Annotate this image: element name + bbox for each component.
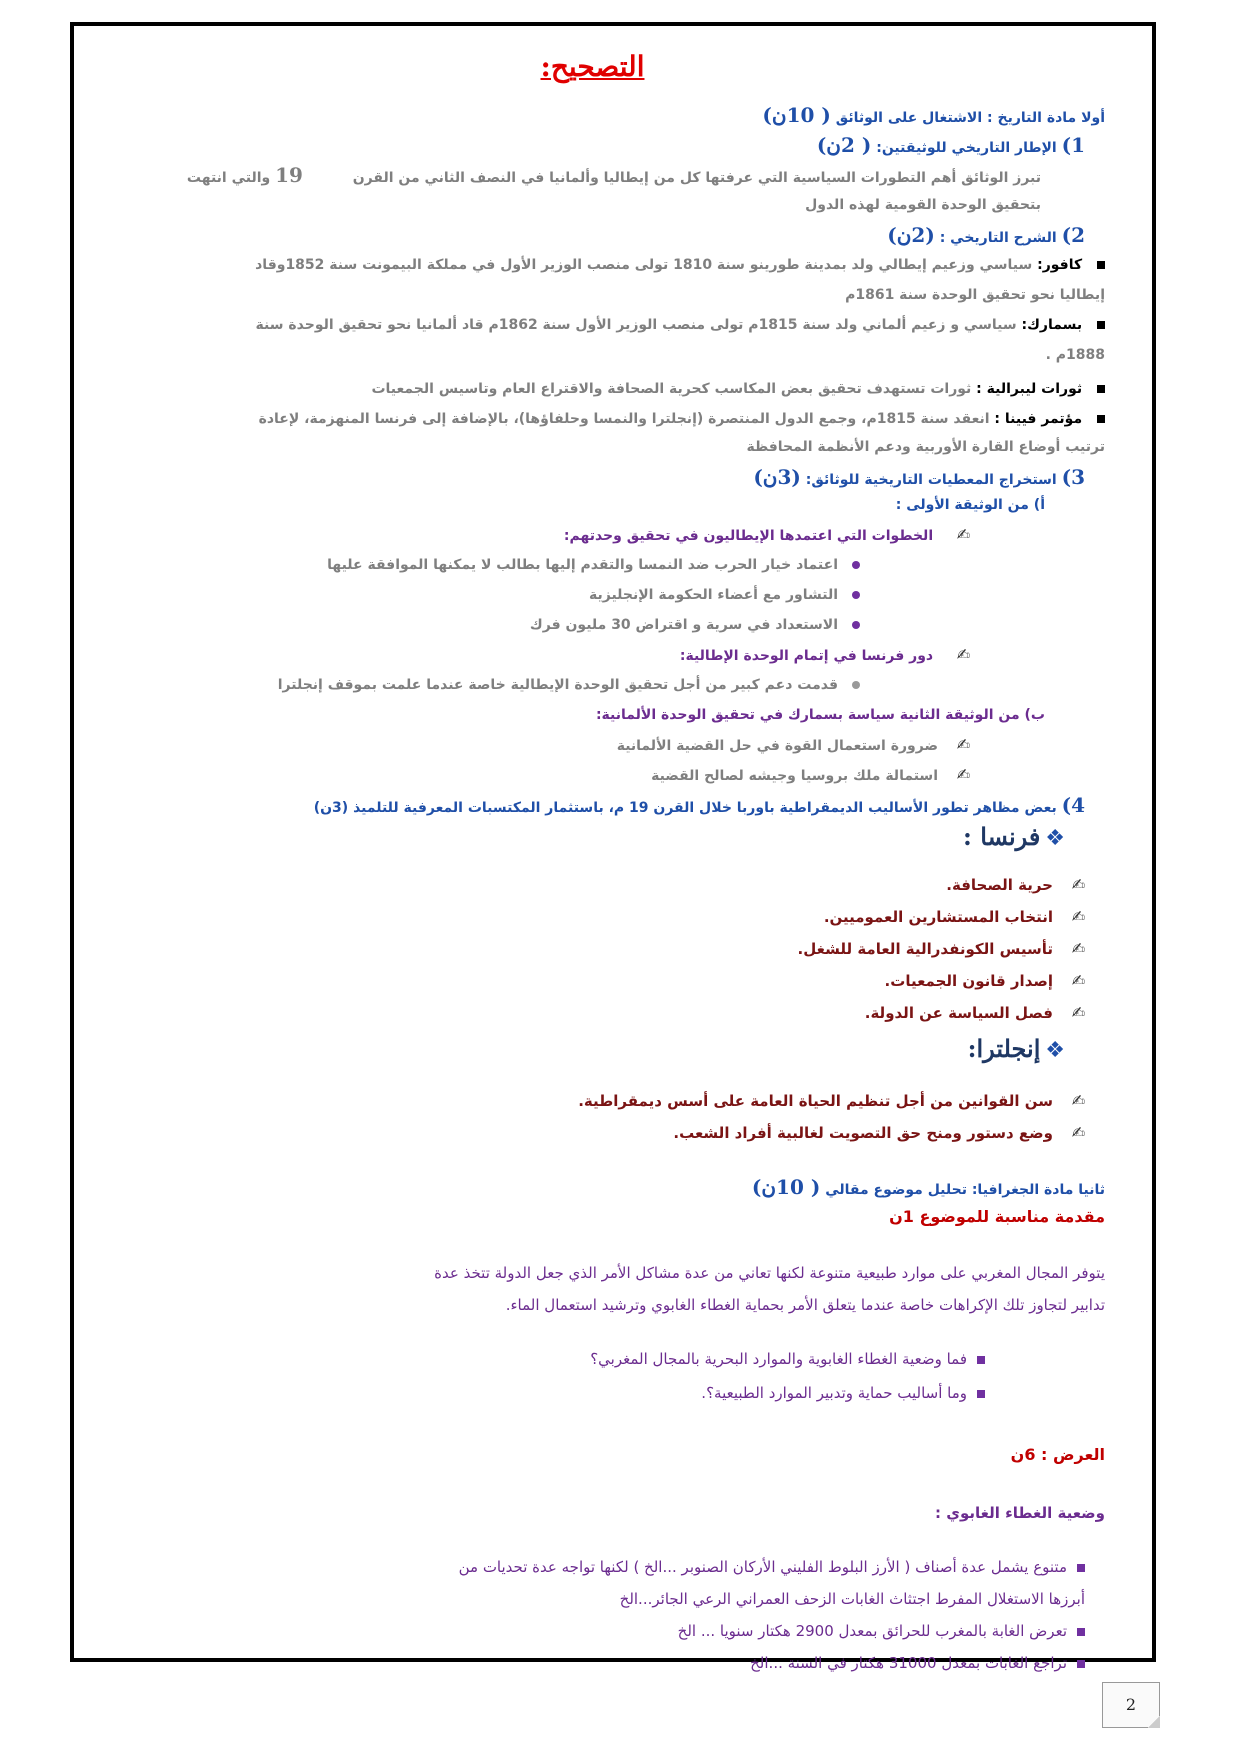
doc1-label: أ) من الوثيقة الأولى : xyxy=(895,497,1045,513)
step-text: الاستعداد في سرية و اقتراض 30 مليون فرك xyxy=(529,617,838,633)
q1-text-line2: بتحقيق الوحدة القومية لهذه الدول xyxy=(805,197,1041,213)
square-bullet-icon xyxy=(977,1390,985,1398)
q1-heading xyxy=(817,130,1085,163)
france-item-text: تأسيس الكونفدرالية العامة للشغل. xyxy=(797,940,1053,958)
q4-num: 4) xyxy=(1061,793,1085,817)
history-heading-points: ( 10ن) xyxy=(762,103,831,127)
france-role-text: قدمت دعم كبير من أجل تحقيق الوحدة الإيطالية خاصة عندما علمت بموقف إنجلترا xyxy=(277,677,838,693)
england-item xyxy=(673,1118,1085,1148)
square-bullet-icon xyxy=(1097,385,1105,393)
france-item-text: إصدار قانون الجمعيات. xyxy=(884,972,1053,990)
writing-hand-icon: ✍ xyxy=(956,525,970,544)
intro-question-text: وما أساليب حماية وتدبير الموارد الطبيعية؟. xyxy=(701,1384,967,1402)
step-item xyxy=(530,610,860,640)
france-item xyxy=(885,966,1085,996)
step-text: اعتماد خيار الحرب ضد النمسا والتقدم إليها بطالب لا يمكنها الموافقة عليها xyxy=(327,557,838,573)
q1-text-line1 xyxy=(187,160,1041,193)
q2-num: 2) xyxy=(1061,223,1085,247)
history-heading-text: أولا مادة التاريخ : الاشتغال على الوثائق xyxy=(835,110,1105,126)
france-item xyxy=(798,934,1085,964)
cavour-line1: سياسي وزعيم إيطالي ولد بمدينة طورينو سنة 1810 تولى منصب الوزير الأول في مملكة البيمونت سنة 1852وقاد xyxy=(255,257,1033,273)
round-bullet-icon xyxy=(852,561,860,569)
vienna-item xyxy=(259,404,1105,434)
intro-line1: يتوفر المجال المغربي على موارد طبيعية متنوعة لكنها تعاني من عدة مشاكل الأمر الذي جعل الدولة تتخذ عدة xyxy=(434,1264,1105,1282)
page-fold-icon xyxy=(1148,1716,1160,1728)
france-role-item xyxy=(278,670,860,700)
bismarck-line1: سياسي و زعيم ألماني ولد سنة 1815م تولى منصب الوزير الأول سنة 1862م قاد ألمانيا نحو تحقيق الوحدة سنة xyxy=(255,317,1017,333)
square-bullet-icon xyxy=(1097,261,1105,269)
q1-points: ( 2ن) xyxy=(816,133,872,157)
q3-num: 3) xyxy=(1061,465,1085,489)
square-bullet-icon xyxy=(1077,1564,1085,1572)
france-item-text: حرية الصحافة. xyxy=(946,876,1053,894)
intro-question xyxy=(701,1378,985,1408)
writing-hand-icon: ✍ xyxy=(956,765,970,784)
forest-item-text: تعرض الغابة بالمغرب للحرائق بمعدل 2900 هكتار سنويا ... الخ xyxy=(677,1622,1067,1640)
page-title: التصحيح: xyxy=(540,50,645,83)
diamond-bullet-icon: ❖ xyxy=(1045,826,1065,851)
intro-line2: تدابير لتجاوز تلك الإكراهات خاصة عندما يتعلق الأمر بحماية الغطاء الغابوي وترشيد استعمال الماء. xyxy=(505,1296,1105,1314)
q3-points: (3ن) xyxy=(753,465,801,489)
geography-heading-text: ثانيا مادة الجغرافيا: تحليل موضوع مقالي xyxy=(825,1182,1105,1198)
doc2-item xyxy=(651,760,970,791)
writing-hand-icon: ✍ xyxy=(1071,971,1085,990)
forest-item-text: متنوع يشمل عدة أصناف ( الأرز البلوط الفليني الأركان الصنوبر ...الخ ) لكنها تواجه عدة تحديات من xyxy=(458,1558,1067,1576)
england-heading-text: إنجلترا: xyxy=(967,1034,1041,1063)
writing-hand-icon: ✍ xyxy=(956,735,970,754)
writing-hand-icon: ✍ xyxy=(1071,939,1085,958)
vienna-term: مؤتمر فيينا : xyxy=(994,411,1083,427)
forest-item xyxy=(459,1552,1085,1582)
liberal-item xyxy=(371,374,1105,404)
step-item xyxy=(589,580,860,610)
history-heading xyxy=(762,100,1105,133)
q1-num: 1) xyxy=(1061,133,1085,157)
steps-title xyxy=(564,520,970,551)
france-heading xyxy=(963,822,1065,856)
square-bullet-icon xyxy=(1097,321,1105,329)
q1-text-part-a: تبرز الوثائق أهم التطورات السياسية التي عرفتها كل من إيطاليا وألمانيا في النصف الثاني من القرن xyxy=(352,170,1041,186)
square-bullet-icon xyxy=(1097,415,1105,423)
cavour-line2: إيطاليا نحو تحقيق الوحدة سنة 1861م xyxy=(845,287,1105,303)
q1-label: الإطار التاريخي للوثيقتين: xyxy=(876,140,1057,156)
intro-question xyxy=(590,1344,985,1374)
intro-heading: مقدمة مناسبة للموضوع 1ن xyxy=(889,1207,1105,1226)
page-number: 2 xyxy=(1125,1695,1137,1714)
q2-points: (2ن) xyxy=(887,223,935,247)
france-role-title xyxy=(680,640,970,671)
square-bullet-icon xyxy=(977,1356,985,1364)
france-role-title-text: دور فرنسا في إتمام الوحدة الإطالية: xyxy=(679,648,934,664)
forest-item xyxy=(678,1616,1085,1646)
doc2-label: ب) من الوثيقة الثانية سياسة بسمارك في تحقيق الوحدة الألمانية: xyxy=(595,707,1045,723)
step-text: التشاور مع أعضاء الحكومة الإنجليزية xyxy=(588,587,838,603)
england-item xyxy=(578,1086,1085,1116)
england-heading xyxy=(968,1034,1065,1068)
q4-heading xyxy=(314,790,1085,823)
intro-question-text: فما وضعية الغطاء الغابوية والموارد البحرية بالمجال المغربي؟ xyxy=(590,1350,967,1368)
geography-heading-points: ( 10ن) xyxy=(751,1175,821,1199)
diamond-bullet-icon: ❖ xyxy=(1045,1038,1065,1063)
france-item-text: انتخاب المستشارين العموميين. xyxy=(823,908,1053,926)
q1-text-part-b: والتي انتهت xyxy=(186,170,271,186)
writing-hand-icon: ✍ xyxy=(1071,1003,1085,1022)
liberal-text: ثورات تستهدف تحقيق بعض المكاسب كحرية الصحافة والاقتراع العام وتاسيس الجمعيات xyxy=(371,381,972,397)
france-item xyxy=(865,998,1085,1028)
cavour-term: كافور: xyxy=(1037,257,1083,273)
france-item xyxy=(824,902,1085,932)
step-item xyxy=(327,550,860,580)
body-heading: العرض : 6ن xyxy=(1010,1445,1105,1464)
geography-heading xyxy=(752,1172,1105,1205)
writing-hand-icon: ✍ xyxy=(1071,1091,1085,1110)
writing-hand-icon: ✍ xyxy=(1071,907,1085,926)
square-bullet-icon xyxy=(1077,1660,1085,1668)
page-number-box xyxy=(1102,1682,1160,1728)
round-bullet-icon xyxy=(852,621,860,629)
bismarck-term: بسمارك: xyxy=(1021,317,1083,333)
q3-label: استخراج المعطيات التاريخية للوثائق: xyxy=(805,472,1057,488)
france-item-text: فصل السياسة عن الدولة. xyxy=(864,1004,1053,1022)
round-bullet-icon xyxy=(852,681,860,689)
q4-label: بعض مظاهر تطور الأساليب الديمقراطية باوربا خلال القرن 19 م، باستثمار المكتسبات المعرفية للتلميذ (3ن) xyxy=(313,800,1057,816)
steps-title-text: الخطوات التي اعتمدها الإيطاليون في تحقيق وحدتهم: xyxy=(563,528,934,544)
bismarck-item xyxy=(256,310,1105,340)
q2-label: الشرح التاريخي : xyxy=(939,230,1057,246)
bismarck-line2: 1888م . xyxy=(1045,347,1105,363)
doc2-item xyxy=(617,730,970,761)
cavour-item xyxy=(255,250,1105,280)
writing-hand-icon: ✍ xyxy=(1071,1123,1085,1142)
england-item-text: وضع دستور ومنح حق التصويت لغالبية أفراد الشعب. xyxy=(673,1124,1053,1142)
france-item xyxy=(946,870,1085,900)
england-item-text: سن القوانين من أجل تنظيم الحياة العامة على أسس ديمقراطية. xyxy=(578,1092,1053,1110)
round-bullet-icon xyxy=(852,591,860,599)
doc2-item-text: استمالة ملك بروسيا وجيشه لصالح القضية xyxy=(651,768,938,784)
doc2-item-text: ضرورة استعمال القوة في حل القضية الألمانية xyxy=(616,738,938,754)
france-heading-text: فرنسا : xyxy=(963,822,1041,851)
vienna-line2: ترتيب أوضاع القارة الأوربية ودعم الأنظمة المحافظة xyxy=(746,439,1105,455)
writing-hand-icon: ✍ xyxy=(956,645,970,664)
writing-hand-icon: ✍ xyxy=(1071,875,1085,894)
forest-item-line2: أبرزها الاستغلال المفرط اجتثاث الغابات الزحف العمراني الرعي الجائر...الخ xyxy=(619,1590,1085,1608)
q2-heading xyxy=(887,220,1085,253)
forest-heading: وضعية الغطاء الغابوي : xyxy=(935,1504,1105,1522)
forest-item xyxy=(750,1648,1085,1678)
square-bullet-icon xyxy=(1077,1628,1085,1636)
vienna-line1: انعقد سنة 1815م، وجمع الدول المنتصرة (إنجلترا والنمسا وحلفاؤها)، بالإضافة إلى فرنسا المنهزمة، لإعادة xyxy=(258,411,990,427)
liberal-term: ثورات ليبرالية : xyxy=(976,381,1083,397)
q1-text-number: 19 xyxy=(275,163,303,187)
forest-item-text: تراجع الغابات بمعدل 31000 هكتار في السنة ...الخ xyxy=(750,1654,1067,1672)
